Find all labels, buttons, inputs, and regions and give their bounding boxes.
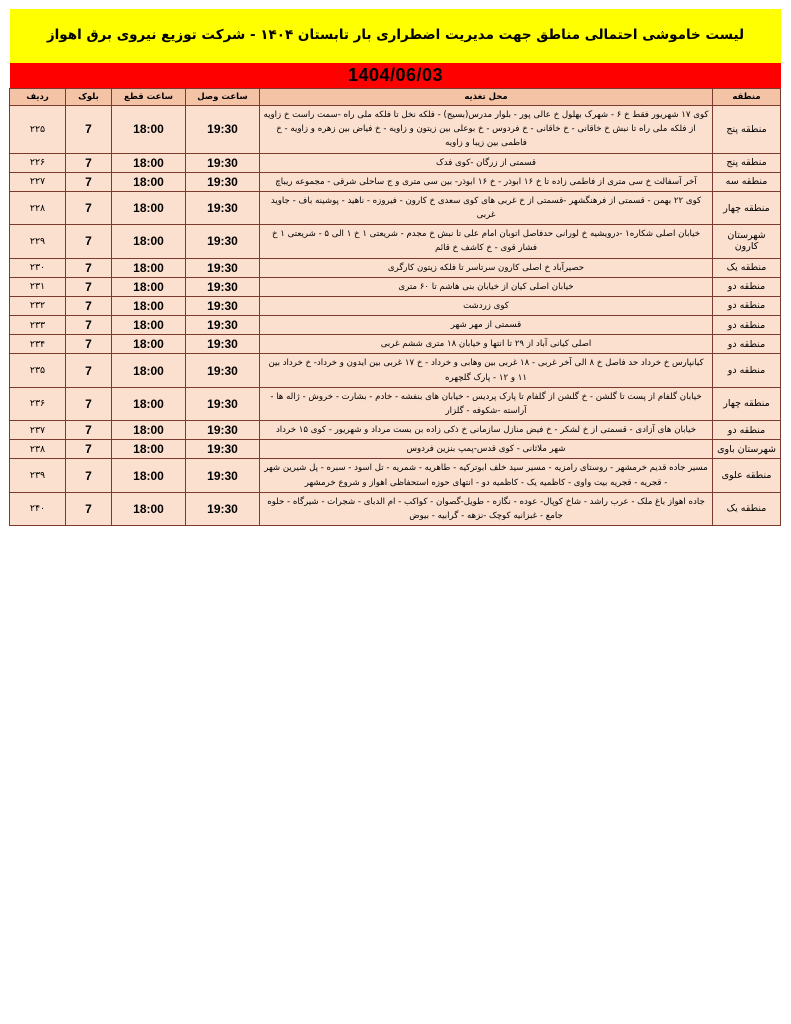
- cell-on-time: 19:30: [186, 354, 260, 387]
- table-row: [10, 191, 781, 224]
- table-header: [10, 89, 781, 106]
- cell-off-time: 18:00: [112, 277, 186, 296]
- table-row: [10, 459, 781, 492]
- table-row: [10, 277, 781, 296]
- cell-feed-location: جاده اهواز باغ ملک - عرب راشد - شاخ کوپال- عوده - نگازه - طویل-گصوان - کواکب - ام الدبای - شجرات - شیرگاه - حلوه جامع - غبزانیه کوچک -نزهه - گرابیه - بیوض: [260, 492, 713, 525]
- cell-on-time: 19:30: [186, 335, 260, 354]
- cell-off-time: 18:00: [112, 421, 186, 440]
- cell-block: 7: [66, 296, 112, 315]
- cell-region: شهرستان باوی: [713, 440, 781, 459]
- cell-off-time: 18:00: [112, 225, 186, 258]
- cell-feed-location: قسمتی از مهر شهر: [260, 316, 713, 335]
- page-banner: [10, 9, 781, 63]
- cell-block: 7: [66, 316, 112, 335]
- cell-region: منطقه چهار: [713, 191, 781, 224]
- cell-radif: ۲۳۴: [10, 335, 66, 354]
- cell-feed-location: آخر آسفالت خ سی متری از فاطمی زاده تا خ ۱۶ ابوذر - خ ۱۶ ابوذر- بین سی متری و ج ساحلی شرقی - مجموعه ریباچ: [260, 172, 713, 191]
- cell-feed-location: خیابان اصلی شکاره۱ -درویشیه خ لورانی حدفاصل اتوبان امام علی تا نبش خ مجدم - شریعتی ۱ خ ۱ الی ۵ - شریعتی ۱ خ فشار قوی - خ کاشف خ قائم: [260, 225, 713, 258]
- cell-off-time: 18:00: [112, 296, 186, 315]
- outage-schedule-table: [9, 88, 781, 526]
- cell-region: منطقه دو: [713, 335, 781, 354]
- cell-off-time: 18:00: [112, 440, 186, 459]
- cell-radif: ۲۲۶: [10, 153, 66, 172]
- cell-block: 7: [66, 106, 112, 154]
- table-row: [10, 153, 781, 172]
- cell-region: منطقه دو: [713, 421, 781, 440]
- table-row: [10, 421, 781, 440]
- cell-region: منطقه پنج: [713, 153, 781, 172]
- cell-block: 7: [66, 172, 112, 191]
- column-header-region: منطقه: [713, 89, 781, 106]
- table-row: [10, 225, 781, 258]
- cell-region: منطقه دو: [713, 277, 781, 296]
- cell-feed-location: خیابان اصلی کیان از خیابان بنی هاشم تا ۶۰ متری: [260, 277, 713, 296]
- date-band: [10, 63, 781, 88]
- cell-block: 7: [66, 459, 112, 492]
- cell-radif: ۲۳۹: [10, 459, 66, 492]
- cell-region: منطقه یک: [713, 492, 781, 525]
- cell-block: 7: [66, 191, 112, 224]
- cell-block: 7: [66, 354, 112, 387]
- cell-on-time: 19:30: [186, 225, 260, 258]
- table-row: [10, 492, 781, 525]
- cell-region: منطقه سه: [713, 172, 781, 191]
- cell-on-time: 19:30: [186, 153, 260, 172]
- cell-on-time: 19:30: [186, 440, 260, 459]
- cell-region: شهرستان کارون: [713, 225, 781, 258]
- column-header-radif: ردیف: [10, 89, 66, 106]
- page-title: لیست خاموشی احتمالی مناطق جهت مدیریت اضطراری بار تابستان ۱۴۰۴ - شرکت توزیع نیروی برق اهواز: [46, 27, 745, 44]
- cell-off-time: 18:00: [112, 354, 186, 387]
- cell-radif: ۲۳۶: [10, 387, 66, 420]
- cell-radif: ۲۳۲: [10, 296, 66, 315]
- cell-block: 7: [66, 277, 112, 296]
- cell-off-time: 18:00: [112, 316, 186, 335]
- cell-off-time: 18:00: [112, 258, 186, 277]
- cell-off-time: 18:00: [112, 172, 186, 191]
- table-row: [10, 106, 781, 154]
- schedule-date: 1404/06/03: [347, 65, 444, 85]
- cell-radif: ۲۳۵: [10, 354, 66, 387]
- column-header-off-time: ساعت قطع: [112, 89, 186, 106]
- cell-feed-location: قسمتی از زرگان -کوی فدک: [260, 153, 713, 172]
- cell-feed-location: کوی ۲۲ بهمن - قسمتی از فرهنگشهر -قسمتی از خ غربی های کوی سعدی خ کارون - فیروزه - ناهید - پوشینه باف - جاوید غربی: [260, 191, 713, 224]
- cell-region: منطقه پنج: [713, 106, 781, 154]
- cell-block: 7: [66, 387, 112, 420]
- cell-feed-location: مسیر جاده قدیم خرمشهر - روستای رامزیه - مسیر سید خلف ابوترکیه - طاهریه - شمریه - تل اسود - سبره - پل شیرین شهر - قجریه - قجریه بیت واوی - کاظمیه یک - کاظمیه دو - انتهای حوزه استحفاظی اهواز و شروع خرمشهر: [260, 459, 713, 492]
- cell-radif: ۲۲۹: [10, 225, 66, 258]
- table-row: [10, 335, 781, 354]
- cell-region: منطقه علوی: [713, 459, 781, 492]
- cell-block: 7: [66, 492, 112, 525]
- cell-feed-location: کوی ۱۷ شهریور فقط خ ۶ - شهرک بهلول خ عالی پور - بلوار مدرس(بسیج) - فلکه نخل تا فلکه ملی راه -سمت راست خ زاویه از فلکه ملی راه تا نبش خ خاقانی - خ خاقانی - خ فردوس - خ بوعلی بین زیتون و زاویه - خ فیاض بین زهره و زاویه - خ فاطمی بین زیبا و زاویه: [260, 106, 713, 154]
- cell-on-time: 19:30: [186, 316, 260, 335]
- cell-radif: ۲۴۰: [10, 492, 66, 525]
- table-row: [10, 440, 781, 459]
- cell-feed-location: خیابان های آزادی - قسمتی از خ لشکر - خ فیض منازل سازمانی خ ذکی زاده بن بست مرداد و شهریور - کوی ۱۵ خرداد: [260, 421, 713, 440]
- cell-radif: ۲۲۵: [10, 106, 66, 154]
- cell-region: منطقه دو: [713, 296, 781, 315]
- cell-feed-location: اصلی کیانی آباد از ۲۹ تا انتها و خیابان ۱۸ متری ششم غربی: [260, 335, 713, 354]
- table-header-row: [10, 89, 781, 106]
- table-row: [10, 258, 781, 277]
- cell-radif: ۲۳۱: [10, 277, 66, 296]
- table-row: [10, 296, 781, 315]
- table-row: [10, 387, 781, 420]
- cell-region: منطقه دو: [713, 354, 781, 387]
- cell-off-time: 18:00: [112, 335, 186, 354]
- cell-radif: ۲۳۳: [10, 316, 66, 335]
- cell-radif: ۲۳۸: [10, 440, 66, 459]
- cell-block: 7: [66, 225, 112, 258]
- cell-on-time: 19:30: [186, 459, 260, 492]
- cell-on-time: 19:30: [186, 191, 260, 224]
- cell-off-time: 18:00: [112, 387, 186, 420]
- cell-off-time: 18:00: [112, 492, 186, 525]
- table-body: [10, 106, 781, 526]
- cell-off-time: 18:00: [112, 106, 186, 154]
- table-row: [10, 316, 781, 335]
- cell-block: 7: [66, 440, 112, 459]
- column-header-feed-location: محل تغذیه: [260, 89, 713, 106]
- cell-feed-location: کوی زردشت: [260, 296, 713, 315]
- cell-block: 7: [66, 421, 112, 440]
- table-row: [10, 354, 781, 387]
- cell-on-time: 19:30: [186, 277, 260, 296]
- cell-on-time: 19:30: [186, 421, 260, 440]
- table-row: [10, 172, 781, 191]
- cell-region: منطقه دو: [713, 316, 781, 335]
- cell-radif: ۲۳۷: [10, 421, 66, 440]
- cell-off-time: 18:00: [112, 191, 186, 224]
- cell-on-time: 19:30: [186, 172, 260, 191]
- cell-on-time: 19:30: [186, 296, 260, 315]
- cell-off-time: 18:00: [112, 153, 186, 172]
- cell-block: 7: [66, 153, 112, 172]
- cell-off-time: 18:00: [112, 459, 186, 492]
- cell-on-time: 19:30: [186, 492, 260, 525]
- cell-on-time: 19:30: [186, 106, 260, 154]
- cell-on-time: 19:30: [186, 387, 260, 420]
- cell-region: منطقه یک: [713, 258, 781, 277]
- cell-feed-location: کیانپارس خ خرداد حد فاصل خ ۸ الی آخر غربی - ۱۸ غربی بین وهابی و خرداد - خ ۱۷ غربی بین ایدون و خرداد- خ خرداد بین ۱۱ و ۱۲ - پارک گلچهره: [260, 354, 713, 387]
- cell-feed-location: خیابان گلفام از پست تا گلشن - خ گلشن از گلفام تا پارک پردیس - خیابان های بنفشه - خادم - بشارت - خروش - ژاله ها - آراسته -شکوفه - گلزار: [260, 387, 713, 420]
- cell-radif: ۲۳۰: [10, 258, 66, 277]
- column-header-on-time: ساعت وصل: [186, 89, 260, 106]
- cell-feed-location: شهر ملاثانی - کوی قدس-پمپ بنزین فردوس: [260, 440, 713, 459]
- cell-feed-location: حصیرآباد خ اصلی کارون سرتاسر تا فلکه زیتون کارگری: [260, 258, 713, 277]
- cell-radif: ۲۲۸: [10, 191, 66, 224]
- cell-on-time: 19:30: [186, 258, 260, 277]
- cell-block: 7: [66, 335, 112, 354]
- cell-region: منطقه چهار: [713, 387, 781, 420]
- column-header-block: بلوک: [66, 89, 112, 106]
- cell-block: 7: [66, 258, 112, 277]
- cell-radif: ۲۲۷: [10, 172, 66, 191]
